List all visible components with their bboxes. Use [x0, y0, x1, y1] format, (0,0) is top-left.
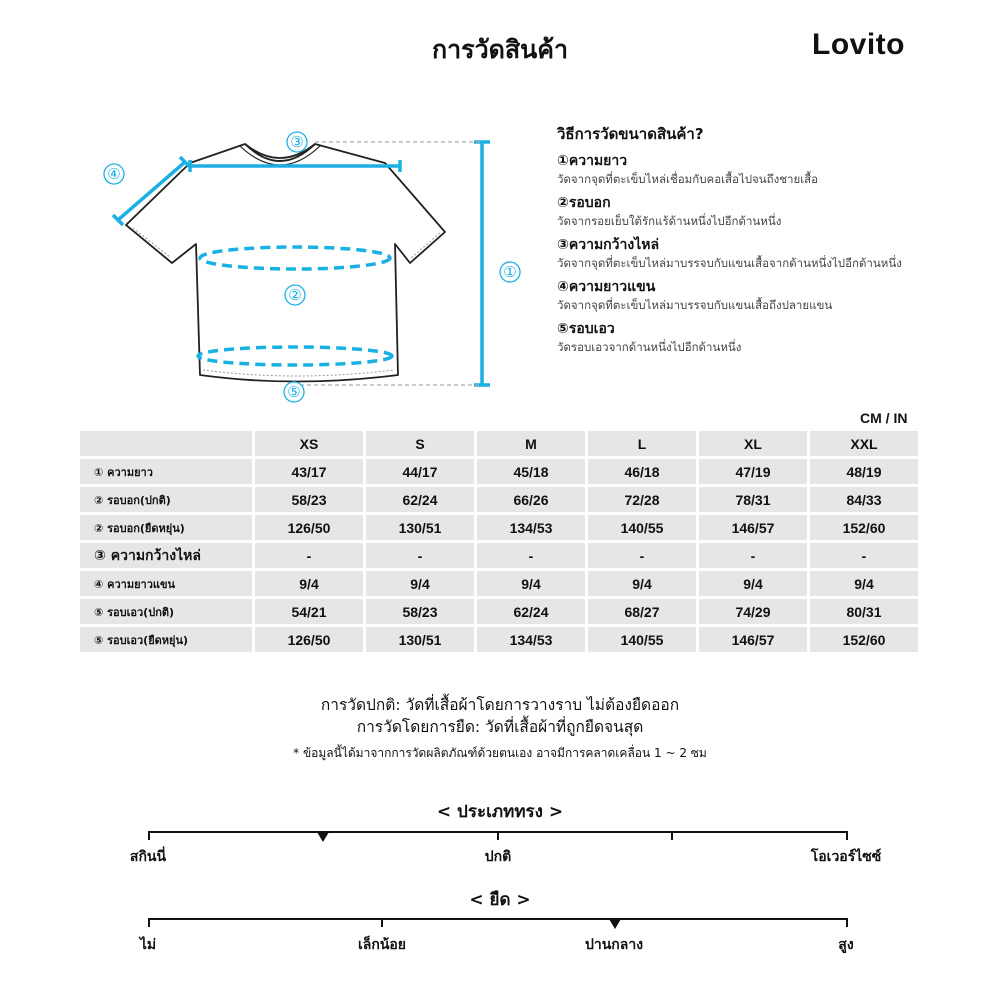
howto-item: [557, 152, 987, 188]
size-header: XXL: [810, 431, 918, 456]
table-cell: 140/55: [588, 627, 696, 652]
fit-scale-tick: [671, 831, 673, 840]
table-cell: 80/31: [810, 599, 918, 624]
stretch-label-slight: เล็กน้อย: [357, 937, 407, 953]
howto-heading: ①ความยาว: [557, 153, 628, 169]
table-cell: -: [255, 543, 363, 568]
row-label: ⑤ รอบเอว(ปกติ): [80, 599, 252, 624]
howto-desc: วัดจากจุดที่ตะเข็บไหล่มาบรรจบกับแขนเสื้อถึงปลายแขน: [557, 298, 833, 312]
note-normal: การวัดปกติ: วัดที่เสื้อผ้าโดยการวางราบ ไม่ต้องยืดออก: [320, 696, 680, 714]
table-cell: 134/53: [477, 515, 585, 540]
howto-desc: วัดจากรอยเย็บใต้รักแร้ด้านหนึ่งไปอีกด้านหนึ่ง: [557, 214, 782, 228]
table-cell: 146/57: [699, 627, 807, 652]
table-cell: 74/29: [699, 599, 807, 624]
fit-scale-title: < ประเภททรง >: [436, 802, 564, 822]
table-cell: 48/19: [810, 459, 918, 484]
table-row: [80, 459, 918, 484]
table-cell: 9/4: [588, 571, 696, 596]
table-cell: 62/24: [366, 487, 474, 512]
marker-4: ④: [107, 165, 121, 183]
brand-logo: Lovito: [812, 28, 905, 61]
size-header: XS: [255, 431, 363, 456]
howto-item: [557, 194, 987, 230]
row-label: ① ความยาว: [80, 459, 252, 484]
table-cell: 152/60: [810, 627, 918, 652]
table-cell: -: [588, 543, 696, 568]
row-label: ⑤ รอบเอว(ยืดหยุ่น): [80, 627, 252, 652]
table-cell: 134/53: [477, 627, 585, 652]
table-cell: 9/4: [366, 571, 474, 596]
table-cell: -: [366, 543, 474, 568]
table-cell: 62/24: [477, 599, 585, 624]
table-cell: 58/23: [255, 487, 363, 512]
marker-1: ①: [503, 263, 517, 281]
table-cell: 54/21: [255, 599, 363, 624]
table-cell: 43/17: [255, 459, 363, 484]
table-row: [80, 571, 918, 596]
fit-scale-marker-icon: [317, 832, 329, 842]
table-cell: 46/18: [588, 459, 696, 484]
table-cell: 78/31: [699, 487, 807, 512]
howto-item: [557, 236, 987, 272]
size-header: XL: [699, 431, 807, 456]
table-cell: 58/23: [366, 599, 474, 624]
table-cell: 9/4: [255, 571, 363, 596]
size-header: L: [588, 431, 696, 456]
howto-desc: วัดรอบเอวจากด้านหนึ่งไปอีกด้านหนึ่ง: [557, 340, 742, 354]
row-label: ② รอบอก(ปกติ): [80, 487, 252, 512]
howto-heading: ③ความกว้างไหล่: [557, 237, 660, 253]
fit-scale-tick: [846, 831, 848, 840]
tshirt-measurement-diagram: [90, 120, 530, 410]
table-row: [80, 627, 918, 652]
table-cell: 130/51: [366, 627, 474, 652]
table-row: [80, 543, 918, 568]
table-cell: 146/57: [699, 515, 807, 540]
table-cell: 130/51: [366, 515, 474, 540]
howto-heading: ⑤รอบเอว: [557, 321, 615, 337]
table-row: [80, 487, 918, 512]
table-cell: -: [477, 543, 585, 568]
size-header: M: [477, 431, 585, 456]
note-disclaimer: * ข้อมูลนี้ได้มาจากการวัดผลิตภัณฑ์ด้วยตนเอง อาจมีการคลาดเคลื่อน 1 ~ 2 ซม: [293, 746, 707, 760]
table-cell: 152/60: [810, 515, 918, 540]
fit-label-regular: ปกติ: [484, 849, 512, 865]
fit-scale-tick: [148, 831, 150, 840]
table-cell: 84/33: [810, 487, 918, 512]
fit-scale-tick: [497, 831, 499, 840]
stretch-scale-title: < ยืด >: [469, 890, 531, 910]
table-cell: 140/55: [588, 515, 696, 540]
howto-title: วิธีการวัดขนาดสินค้า?: [557, 125, 704, 143]
howto-list: [557, 152, 987, 362]
howto-heading: ②รอบอก: [557, 195, 611, 211]
stretch-scale-marker-icon: [609, 919, 621, 929]
table-cell: 9/4: [699, 571, 807, 596]
unit-label: CM / IN: [860, 410, 908, 426]
stretch-scale-line: [148, 918, 848, 920]
howto-heading: ④ความยาวแขน: [557, 279, 656, 295]
table-cell: 126/50: [255, 627, 363, 652]
stretch-scale-tick: [381, 918, 383, 927]
table-corner: [80, 431, 252, 456]
marker-2: ②: [288, 286, 302, 304]
measurement-notes: [0, 694, 1000, 763]
size-header: S: [366, 431, 474, 456]
stretch-scale-tick: [846, 918, 848, 927]
table-row: [80, 515, 918, 540]
table-cell: 47/19: [699, 459, 807, 484]
stretch-scale-tick: [148, 918, 150, 927]
fit-label-skinny: สกินนี่: [129, 849, 167, 865]
table-cell: 66/26: [477, 487, 585, 512]
row-label: ② รอบอก(ยืดหยุ่น): [80, 515, 252, 540]
stretch-label-none: ไม่: [139, 937, 157, 953]
note-stretch: การวัดโดยการยืด: วัดที่เสื้อผ้าที่ถูกยืดจนสุด: [356, 718, 644, 736]
table-cell: 126/50: [255, 515, 363, 540]
table-cell: -: [699, 543, 807, 568]
howto-item: [557, 278, 987, 314]
table-header-row: [80, 431, 918, 456]
howto-item: [557, 320, 987, 356]
table-row: [80, 599, 918, 624]
table-cell: 72/28: [588, 487, 696, 512]
fit-label-oversize: โอเวอร์ไซซ์: [810, 849, 882, 865]
howto-desc: วัดจากจุดที่ตะเข็บไหล่เชื่อมกับคอเสื้อไปจนถึงชายเสื้อ: [557, 172, 819, 186]
table-cell: 45/18: [477, 459, 585, 484]
table-cell: 68/27: [588, 599, 696, 624]
table-cell: 9/4: [477, 571, 585, 596]
table-cell: 9/4: [810, 571, 918, 596]
howto-desc: วัดจากจุดที่ตะเข็บไหล่มาบรรจบกับแขนเสื้อจากด้านหนึ่งไปอีกด้านหนึ่ง: [557, 256, 902, 270]
marker-5: ⑤: [287, 383, 301, 401]
stretch-label-high: สูง: [838, 937, 854, 953]
marker-3: ③: [290, 133, 304, 151]
table-cell: 44/17: [366, 459, 474, 484]
row-label: ③ ความกว้างไหล่: [80, 543, 252, 568]
tshirt-icon: [126, 144, 445, 382]
table-cell: -: [810, 543, 918, 568]
size-table: [77, 428, 921, 655]
row-label: ④ ความยาวแขน: [80, 571, 252, 596]
page-title: การวัดสินค้า: [432, 35, 568, 64]
stretch-label-medium: ปานกลาง: [584, 937, 644, 953]
